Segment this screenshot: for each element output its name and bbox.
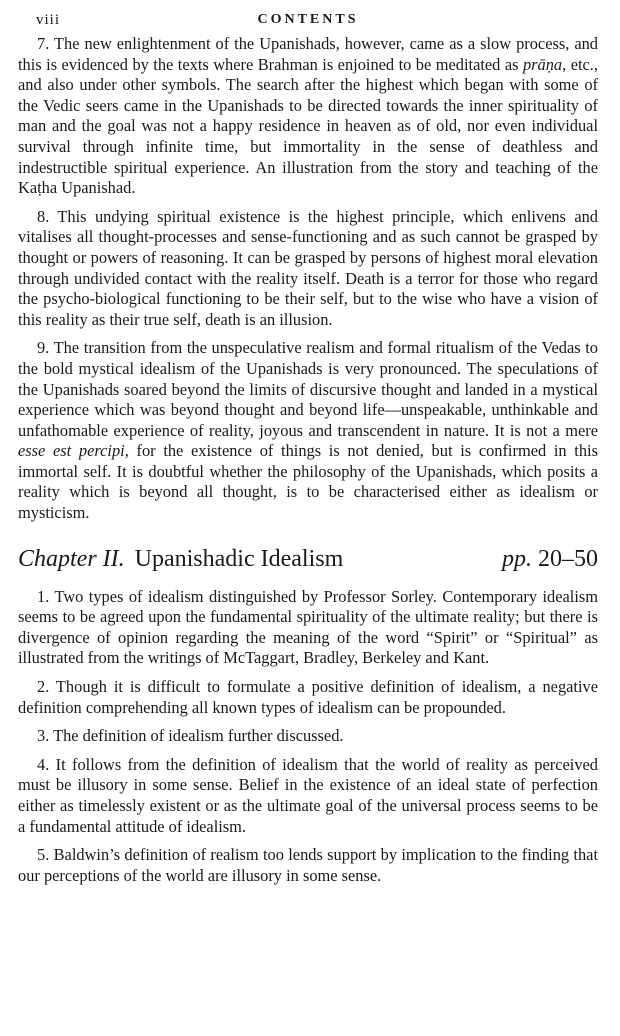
paragraph-9: 9. The transition from the unspeculative realism and formal ritualism of the Vedas to the bold mystical idealism of the Upanishads is very pronounced. The speculations of the Upanishads soared beyond the limits of discursive thought and landed in a mystical experience which was beyond thought and beyond life—unspeakable, unthinkable and unfathomable experience of reality, joyous and transcendent in nature. It is not a mere esse est percipi, for the existence of things is not denied, but is confirmed in this immortal self. It is doubtful whether the philosophy of the Upanishads, which posits a reality which is beyond all thought, is to be characterised either as idealism or mysticism. [18,338,598,523]
paragraph-ch2-1: 1. Two types of idealism distinguished by Professor Sorley. Contemporary idealism seems to be agreed upon the fundamental spirituality of the ultimate reality; but there is divergence of opinion regarding the meaning of the word “Spirit” or “Spiritual” as illustrated from the writings of McTaggart, Bradley, Berkeley and Kant. [18,586,598,668]
page-number: viii [36,12,61,28]
paragraph-ch2-4: 4. It follows from the definition of idealism that the world of reality as perceived must be illusory in some sense. Belief in the existence of an ideal state of perfection either as timelessly existent or as the ultimate goal of the universal process seems to be a fundamental attitude of idealism. [18,754,598,836]
paragraph-ch2-2: 2. Though it is difficult to formulate a positive definition of idealism, a negative definition comprehending all known types of idealism can be propounded. [18,677,598,717]
paragraph-ch2-3: 3. The definition of idealism further discussed. [37,726,344,746]
chapter-heading [18,546,598,573]
running-head [18,0,598,34]
italic-term-prana: prāṇa [522,54,563,74]
chapter-label: Chapter II. [18,545,125,572]
italic-term-esse-est-percipi: esse est percipi [18,441,125,461]
paragraph-7: 7. The new enlightenment of the Upanishads, however, came as a slow process, and this is evidenced by the texts where Brahman is enjoined to be meditated as prāṇa, etc., and also under other symbols. The search after the highest which began with some of the Vedic seers came in the Upanishads to be directed towards the inner spirituality of man and the goal was not a happy residence in heaven as of old, nor even individual survival through infinite time, but immortality in the sense of deathless and indestructible spiritual experience. An illustration from the story and teaching of the Kaṭha Upanishad. [18,34,599,198]
paragraph-ch2-5: 5. Baldwin’s definition of realism too lends support by implication to the finding that our perceptions of the world are illusory in some sense. [18,845,598,885]
chapter-pages-label: pp. [502,545,532,572]
chapter-pages: 20–50 [538,545,598,572]
running-title: CONTENTS [257,12,359,27]
chapter-title: Upanishadic Idealism [134,545,344,572]
paragraph-8: 8. This undying spiritual existence is the highest principle, which enlivens and vitalises all thought-processes and sense-functioning and as such cannot be grasped by thought or powers of reasoning. It can be grasped by persons of highest moral elevation through undivided contact with the reality itself. Death is a terror for those who regard the psycho-biological functioning to be their self, but to the wise who have a vision of this reality as their true self, death is an illusion. [18,206,598,329]
